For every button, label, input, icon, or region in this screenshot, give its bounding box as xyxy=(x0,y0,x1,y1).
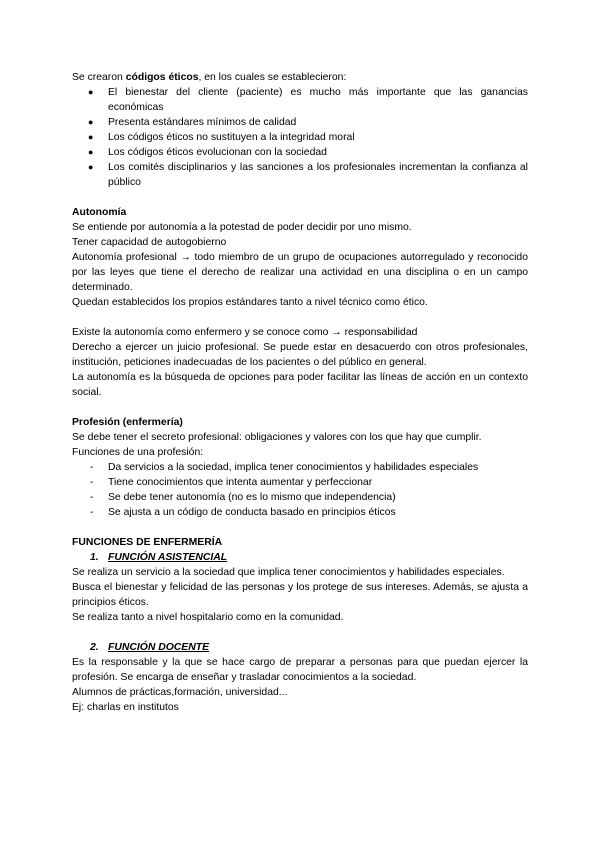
document-page xyxy=(72,70,528,715)
list-item: ● Los códigos éticos no sustituyen a la integridad moral xyxy=(88,132,355,143)
intro-bullet-list xyxy=(72,85,528,190)
intro-line xyxy=(72,70,528,85)
docente-para1: Es la responsable y la que se hace cargo de preparar a personas para que puedan ejercer la profesión. Se encarga de enseñar y trasladar conocimientos a la sociedad. xyxy=(72,657,528,683)
list-item: - Se ajusta a un código de conducta basado en principios éticos xyxy=(90,507,396,518)
bullet-icon: ● xyxy=(88,117,94,127)
list-item: - Da servicios a la sociedad, implica tener conocimientos y habilidades especiales xyxy=(90,462,479,473)
dash-icon: - xyxy=(90,462,94,473)
list-item: ● Los comités disciplinarios y las sanciones a los profesionales incrementan la confianza al público xyxy=(88,162,528,188)
intro-text-post: , en los cuales se establecieron: xyxy=(198,72,347,83)
asistencial-para2: Busca el bienestar y felicidad de las personas y los protege de sus intereses. Además, se ajusta a principios éticos. xyxy=(72,582,528,608)
autonomia-line3: Quedan establecidos los propios estándares tanto a nivel técnico como ético. xyxy=(72,297,428,308)
list-item: - Se debe tener autonomía (no es lo mismo que independencia) xyxy=(90,492,396,503)
intro-text-pre: Se crearon xyxy=(72,72,126,83)
intro-text-bold: códigos éticos xyxy=(125,72,199,83)
autonomia-para3: La autonomía es la búsqueda de opciones para poder facilitar las líneas de acción en un contexto social. xyxy=(72,372,528,398)
autonomia-para1: Autonomía profesional → todo miembro de un grupo de ocupaciones autorregulado y reconocido por las leyes que tiene el derecho de realizar una actividad en una disciplina o en un campo determinado. xyxy=(72,252,528,293)
list-item: ● Presenta estándares mínimos de calidad xyxy=(88,117,297,128)
profesion-heading: Profesión (enfermería) xyxy=(72,417,183,428)
docente-line3: Ej: charlas en institutos xyxy=(72,702,179,713)
list-item: ● El bienestar del cliente (paciente) es mucho más importante que las ganancias económicas xyxy=(88,87,528,113)
dash-icon: - xyxy=(90,477,94,488)
dash-icon: - xyxy=(90,492,94,503)
bullet-icon: ● xyxy=(88,147,94,157)
bullet-icon: ● xyxy=(88,162,94,172)
bullet-icon: ● xyxy=(88,132,94,142)
profesion-line2: Funciones de una profesión: xyxy=(72,447,204,458)
funciones-heading: FUNCIONES DE ENFERMERÍA xyxy=(72,537,223,548)
autonomia-line4: Existe la autonomía como enfermero y se conoce como → responsabilidad xyxy=(72,327,418,338)
profesion-line1: Se debe tener el secreto profesional: obligaciones y valores con los que hay que cumplir. xyxy=(72,432,482,443)
autonomia-line2: Tener capacidad de autogobierno xyxy=(72,237,227,248)
dash-icon: - xyxy=(90,507,94,518)
docente-line2: Alumnos de prácticas,formación, universidad... xyxy=(72,687,288,698)
list-item: - Tiene conocimientos que intenta aumentar y perfeccionar xyxy=(90,477,373,488)
asistencial-line3: Se realiza tanto a nivel hospitalario como en la comunidad. xyxy=(72,612,344,623)
autonomia-line1: Se entiende por autonomía a la potestad de poder decidir por uno mismo. xyxy=(72,222,412,233)
docente-subheading: 2. FUNCIÓN DOCENTE xyxy=(90,642,210,653)
autonomia-para2: Derecho a ejercer un juicio profesional. Se puede estar en desacuerdo con otros profesionales, institución, peticiones inadecuadas de los pacientes o del público en general. xyxy=(72,342,528,368)
list-item: ● Los códigos éticos evolucionan con la sociedad xyxy=(88,147,327,158)
asistencial-para1: Se realiza un servicio a la sociedad que implica tener conocimientos y habilidades especiales. xyxy=(72,567,505,578)
asistencial-subheading: 1. FUNCIÓN ASISTENCIAL xyxy=(90,552,228,563)
profesion-dash-list xyxy=(72,460,528,520)
autonomia-heading: Autonomía xyxy=(72,207,127,218)
bullet-icon: ● xyxy=(88,87,94,97)
